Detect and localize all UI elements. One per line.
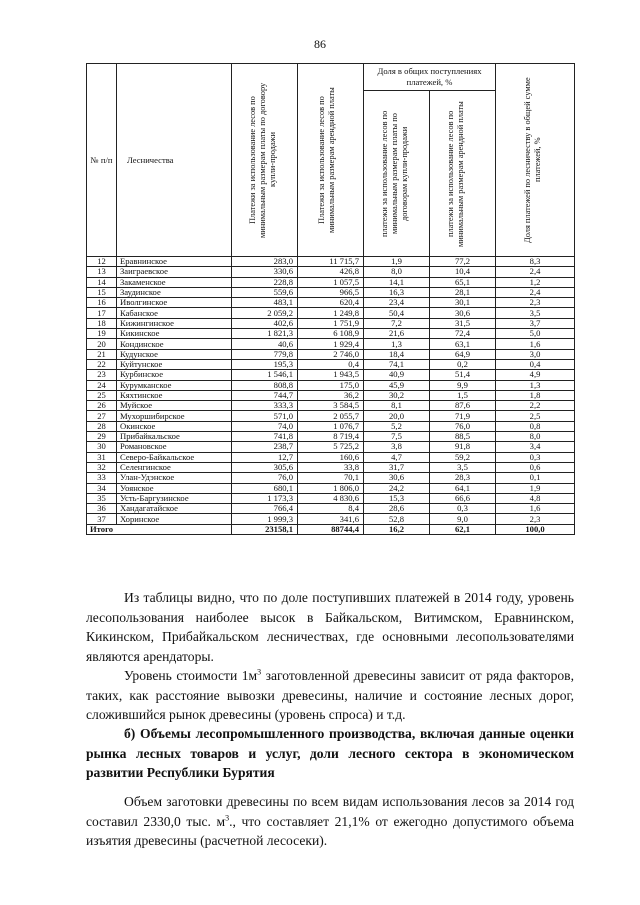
cell-v4: 1,5 <box>430 390 496 400</box>
cell-v5: 1,9 <box>496 483 575 493</box>
total-row <box>87 524 575 534</box>
cell-n: 31 <box>87 452 117 462</box>
cell-n: 15 <box>87 287 117 297</box>
table-row <box>87 462 575 472</box>
cell-v4: 51,4 <box>430 370 496 380</box>
cell-n: 12 <box>87 257 117 267</box>
cell-v4: 31,5 <box>430 318 496 328</box>
paragraph-1: Из таблицы видно, что по доле поступивших платежей в 2014 году, уровень лесопользования наиболее высок в Байкальском, Витимском, Еравнинском, Кикинском, Прибайкальском лесничествах, где основными лесопользователями являются арендаторы. <box>86 590 574 664</box>
cell-v1: 333,3 <box>232 401 298 411</box>
cell-name: Еравнинское <box>117 257 232 267</box>
cell-v4: 91,8 <box>430 442 496 452</box>
cell-n: 29 <box>87 432 117 442</box>
cell-v3: 20,0 <box>364 411 430 421</box>
cell-v1: 483,1 <box>232 298 298 308</box>
total-v1: 23158,1 <box>232 524 298 534</box>
cell-v5: 4,8 <box>496 493 575 503</box>
cell-v4: 28,3 <box>430 473 496 483</box>
cell-v4: 66,6 <box>430 493 496 503</box>
cell-v1: 283,0 <box>232 257 298 267</box>
paragraph-3: Объем заготовки древесины по всем видам использования лесов за 2014 год составил 2330,0 тыс. $м^3$., что составляет 21,1% от ежегодно допустимого объема изъятия древесины (расчетной лесосеки). <box>86 794 574 848</box>
cell-v2: 8,4 <box>298 504 364 514</box>
cell-v3: 7,2 <box>364 318 430 328</box>
header-share-group: Доля в общих поступлениях платежей, % <box>364 64 496 91</box>
cell-v3: 21,6 <box>364 329 430 339</box>
cell-v5: 2,3 <box>496 298 575 308</box>
cell-v1: 744,7 <box>232 390 298 400</box>
cell-v1: 1 546,1 <box>232 370 298 380</box>
cell-n: 28 <box>87 421 117 431</box>
cell-v2: 33,8 <box>298 462 364 472</box>
cell-v1: 779,8 <box>232 349 298 359</box>
cell-v4: 64,9 <box>430 349 496 359</box>
cell-v2: 4 830,6 <box>298 493 364 503</box>
table-row <box>87 359 575 369</box>
cell-v1: 76,0 <box>232 473 298 483</box>
cell-v3: 30,2 <box>364 390 430 400</box>
header-share-rent: платежи за использование лесов по минимальным размерам арендной платы <box>430 91 496 257</box>
cell-v1: 808,8 <box>232 380 298 390</box>
table-row <box>87 411 575 421</box>
cell-v5: 3,0 <box>496 349 575 359</box>
cell-v2: 1 806,0 <box>298 483 364 493</box>
cell-v3: 28,6 <box>364 504 430 514</box>
cell-name: Мухоршибирское <box>117 411 232 421</box>
cell-n: 24 <box>87 380 117 390</box>
cell-name: Кижингинское <box>117 318 232 328</box>
table-row <box>87 504 575 514</box>
cell-v5: 8,0 <box>496 432 575 442</box>
cell-n: 14 <box>87 277 117 287</box>
cell-v3: 31,7 <box>364 462 430 472</box>
cell-v5: 2,4 <box>496 287 575 297</box>
cell-name: Кабанское <box>117 308 232 318</box>
cell-v2: 11 715,7 <box>298 257 364 267</box>
cell-name: Кудунское <box>117 349 232 359</box>
cell-v5: 5,0 <box>496 329 575 339</box>
cell-v4: 88,5 <box>430 432 496 442</box>
cell-v3: 24,2 <box>364 483 430 493</box>
cell-name: Иволгинское <box>117 298 232 308</box>
cell-v4: 65,1 <box>430 277 496 287</box>
cell-v1: 1 999,3 <box>232 514 298 524</box>
cell-v2: 426,8 <box>298 267 364 277</box>
paragraph-2: Уровень стоимости $1м^3$ заготовленной древесины зависит от ряда факторов, таких, как расстояние вывозки древесины, наличие и состояние лесных дорог, сложившийся рынок древесины (уровень спроса) и т.д. <box>86 667 574 722</box>
cell-v5: 0,6 <box>496 462 575 472</box>
cell-v1: 571,0 <box>232 411 298 421</box>
header-total-share: Доля платежей по лесничеству в общей сумме платежей, % <box>496 64 575 257</box>
cell-n: 30 <box>87 442 117 452</box>
cell-v3: 15,3 <box>364 493 430 503</box>
cell-name: Улан-Удэнское <box>117 473 232 483</box>
cell-v4: 30,1 <box>430 298 496 308</box>
cell-v1: 1 173,3 <box>232 493 298 503</box>
table-row <box>87 401 575 411</box>
cell-n: 34 <box>87 483 117 493</box>
cell-name: Окинское <box>117 421 232 431</box>
cell-name: Уоянское <box>117 483 232 493</box>
cell-v1: 1 821,3 <box>232 329 298 339</box>
cell-v4: 3,5 <box>430 462 496 472</box>
cell-v3: 18,4 <box>364 349 430 359</box>
header-number: № п/п <box>87 64 117 257</box>
table-row <box>87 257 575 267</box>
cell-name: Усть-Баргузинское <box>117 493 232 503</box>
cell-v2: 175,0 <box>298 380 364 390</box>
table-row <box>87 318 575 328</box>
cell-v2: 0,4 <box>298 359 364 369</box>
total-v4: 62,1 <box>430 524 496 534</box>
cell-v1: 305,6 <box>232 462 298 472</box>
cell-v5: 2,2 <box>496 401 575 411</box>
cell-v3: 45,9 <box>364 380 430 390</box>
table-row <box>87 349 575 359</box>
cell-v2: 1 076,7 <box>298 421 364 431</box>
table-row <box>87 370 575 380</box>
payments-table <box>86 63 575 535</box>
cell-n: 27 <box>87 411 117 421</box>
cell-v3: 8,0 <box>364 267 430 277</box>
cell-v5: 2,4 <box>496 267 575 277</box>
cell-v3: 40,9 <box>364 370 430 380</box>
cell-v5: 8,3 <box>496 257 575 267</box>
table-row <box>87 267 575 277</box>
cell-name: Куйтунское <box>117 359 232 369</box>
page-number: 86 <box>314 37 326 51</box>
header-sale-payments: Платежи за использование лесов по минимальным размерам платы по договору купли-продажи <box>232 64 298 257</box>
cell-n: 16 <box>87 298 117 308</box>
cell-v2: 3 584,5 <box>298 401 364 411</box>
cell-v1: 228,8 <box>232 277 298 287</box>
cell-v3: 5,2 <box>364 421 430 431</box>
cell-v3: 74,1 <box>364 359 430 369</box>
cell-v2: 1 929,4 <box>298 339 364 349</box>
cell-name: Заиграевское <box>117 267 232 277</box>
cell-v4: 72,4 <box>430 329 496 339</box>
cell-v5: 0,1 <box>496 473 575 483</box>
cell-v4: 0,3 <box>430 504 496 514</box>
cell-v2: 1 751,9 <box>298 318 364 328</box>
table-row <box>87 421 575 431</box>
table-row <box>87 493 575 503</box>
table-row <box>87 432 575 442</box>
cell-name: Северо-Байкальское <box>117 452 232 462</box>
table-row <box>87 514 575 524</box>
cell-v5: 2,3 <box>496 514 575 524</box>
cell-v2: 6 108,9 <box>298 329 364 339</box>
cell-v4: 63,1 <box>430 339 496 349</box>
cell-name: Заудинское <box>117 287 232 297</box>
table-row <box>87 442 575 452</box>
cell-name: Хандагатайское <box>117 504 232 514</box>
cell-v2: 70,1 <box>298 473 364 483</box>
cell-v1: 559,6 <box>232 287 298 297</box>
cell-n: 25 <box>87 390 117 400</box>
cell-n: 17 <box>87 308 117 318</box>
cell-n: 33 <box>87 473 117 483</box>
table-row <box>87 339 575 349</box>
cell-v3: 50,4 <box>364 308 430 318</box>
cell-name: Муйское <box>117 401 232 411</box>
cell-v2: 2 746,0 <box>298 349 364 359</box>
table-row <box>87 277 575 287</box>
cell-v1: 74,0 <box>232 421 298 431</box>
cell-v1: 195,3 <box>232 359 298 369</box>
cell-v4: 9,0 <box>430 514 496 524</box>
cell-name: Хоринское <box>117 514 232 524</box>
table-row <box>87 329 575 339</box>
total-label: Итого <box>87 524 232 534</box>
cell-v1: 330,6 <box>232 267 298 277</box>
cell-v2: 36,2 <box>298 390 364 400</box>
cell-name: Романовское <box>117 442 232 452</box>
table-row <box>87 380 575 390</box>
table-row <box>87 287 575 297</box>
cell-v3: 1,3 <box>364 339 430 349</box>
table-row <box>87 452 575 462</box>
cell-n: 13 <box>87 267 117 277</box>
cell-v2: 966,5 <box>298 287 364 297</box>
cell-v2: 160,6 <box>298 452 364 462</box>
cell-name: Курумканское <box>117 380 232 390</box>
cell-v1: 741,8 <box>232 432 298 442</box>
cell-n: 32 <box>87 462 117 472</box>
cell-v2: 1 057,5 <box>298 277 364 287</box>
total-v2: 88744,4 <box>298 524 364 534</box>
cell-v3: 4,7 <box>364 452 430 462</box>
cell-name: Кяхтинское <box>117 390 232 400</box>
cell-v2: 1 249,8 <box>298 308 364 318</box>
header-share-sale: платежи за использование лесов по минимальным размерам платы по договорам купли-продажи <box>364 91 430 257</box>
cell-name: Кондинское <box>117 339 232 349</box>
cell-name: Прибайкальское <box>117 432 232 442</box>
header-name: Лесничества <box>117 64 232 257</box>
cell-v2: 341,6 <box>298 514 364 524</box>
cell-v3: 14,1 <box>364 277 430 287</box>
cell-v3: 8,1 <box>364 401 430 411</box>
cell-v2: 1 943,5 <box>298 370 364 380</box>
cell-name: Кикинское <box>117 329 232 339</box>
cell-v2: 5 725,2 <box>298 442 364 452</box>
cell-v4: 30,6 <box>430 308 496 318</box>
cell-n: 19 <box>87 329 117 339</box>
total-v5: 100,0 <box>496 524 575 534</box>
cell-v5: 3,5 <box>496 308 575 318</box>
cell-v4: 0,2 <box>430 359 496 369</box>
cell-v4: 87,6 <box>430 401 496 411</box>
table-row <box>87 483 575 493</box>
cell-n: 20 <box>87 339 117 349</box>
cell-v5: 1,6 <box>496 504 575 514</box>
table-body <box>87 257 575 525</box>
cell-n: 23 <box>87 370 117 380</box>
cell-name: Курбинское <box>117 370 232 380</box>
cell-v1: 40,6 <box>232 339 298 349</box>
table-row <box>87 298 575 308</box>
cell-v2: 8 719,4 <box>298 432 364 442</box>
cell-v1: 680,1 <box>232 483 298 493</box>
cell-v3: 3,8 <box>364 442 430 452</box>
cell-v5: 3,4 <box>496 442 575 452</box>
cell-v3: 23,4 <box>364 298 430 308</box>
cell-v1: 402,6 <box>232 318 298 328</box>
cell-v1: 2 059,2 <box>232 308 298 318</box>
table-row <box>87 473 575 483</box>
cell-v5: 0,8 <box>496 421 575 431</box>
cell-v4: 77,2 <box>430 257 496 267</box>
cell-v5: 3,7 <box>496 318 575 328</box>
section-heading: б) Объемы лесопромышленного производства, включая данные оценки рынка лесных товаров и услуг, доли лесного сектора в экономическом развитии Республики Бурятия <box>86 726 574 780</box>
cell-v3: 1,9 <box>364 257 430 267</box>
cell-v1: 238,7 <box>232 442 298 452</box>
cell-n: 36 <box>87 504 117 514</box>
cell-n: 35 <box>87 493 117 503</box>
cell-n: 18 <box>87 318 117 328</box>
cell-v5: 1,3 <box>496 380 575 390</box>
cell-v5: 1,8 <box>496 390 575 400</box>
cell-v3: 30,6 <box>364 473 430 483</box>
cell-v3: 52,8 <box>364 514 430 524</box>
cell-v2: 620,4 <box>298 298 364 308</box>
cell-v4: 28,1 <box>430 287 496 297</box>
cell-v2: 2 055,7 <box>298 411 364 421</box>
cell-n: 26 <box>87 401 117 411</box>
cell-name: Селенгинское <box>117 462 232 472</box>
cell-v4: 76,0 <box>430 421 496 431</box>
cell-v3: 7,5 <box>364 432 430 442</box>
cell-v5: 1,6 <box>496 339 575 349</box>
cell-v4: 9,9 <box>430 380 496 390</box>
cell-v5: 2,5 <box>496 411 575 421</box>
cell-v4: 71,9 <box>430 411 496 421</box>
table-row <box>87 308 575 318</box>
cell-v5: 4,9 <box>496 370 575 380</box>
cell-v1: 766,4 <box>232 504 298 514</box>
cell-v5: 0,3 <box>496 452 575 462</box>
cell-n: 21 <box>87 349 117 359</box>
cell-v5: 1,2 <box>496 277 575 287</box>
cell-n: 22 <box>87 359 117 369</box>
cell-v5: 0,4 <box>496 359 575 369</box>
cell-v3: 16,3 <box>364 287 430 297</box>
cell-v4: 10,4 <box>430 267 496 277</box>
cell-v1: 12,7 <box>232 452 298 462</box>
cell-name: Закаменское <box>117 277 232 287</box>
cell-v4: 59,2 <box>430 452 496 462</box>
cell-v4: 64,1 <box>430 483 496 493</box>
cell-n: 37 <box>87 514 117 524</box>
header-rent-payments: Платежи за использование лесов по минимальным размерам арендной платы <box>298 64 364 257</box>
table-row <box>87 390 575 400</box>
total-v3: 16,2 <box>364 524 430 534</box>
